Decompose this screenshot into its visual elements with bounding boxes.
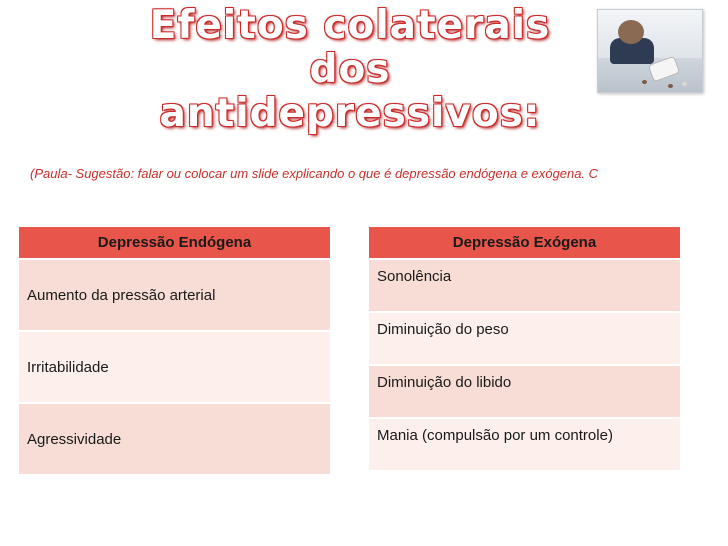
table-cell: Sonolência xyxy=(377,268,452,285)
table-depressao-endogena xyxy=(19,227,330,476)
slide-title-line2: antidepressivos: xyxy=(159,91,541,136)
table-cell: Diminuição do libido xyxy=(377,374,512,391)
table-row xyxy=(19,332,330,404)
table-row xyxy=(369,260,680,313)
table-row xyxy=(369,313,680,366)
table-cell: Diminuição do peso xyxy=(377,321,509,338)
slide-title xyxy=(120,4,580,136)
table-header-endogena: Depressão Endógena xyxy=(19,227,330,260)
table-cell: Aumento da pressão arterial xyxy=(27,286,216,304)
table-row xyxy=(369,366,680,419)
table-header-exogena: Depressão Exógena xyxy=(369,227,680,260)
table-row xyxy=(369,419,680,472)
table-row xyxy=(19,260,330,332)
table-cell: Mania (compulsão por um controle) xyxy=(377,427,613,444)
table-cell: Agressividade xyxy=(27,430,122,448)
table-cell: Irritabilidade xyxy=(27,358,109,376)
table-depressao-exogena xyxy=(369,227,680,472)
table-row xyxy=(19,404,330,476)
depressed-person-photo xyxy=(597,9,703,93)
slide-title-line1: Efeitos colaterais dos xyxy=(149,3,551,92)
presenter-note: (Paula- Sugestão: falar ou colocar um slide explicando o que é depressão endógena e exógena. C xyxy=(30,166,599,181)
